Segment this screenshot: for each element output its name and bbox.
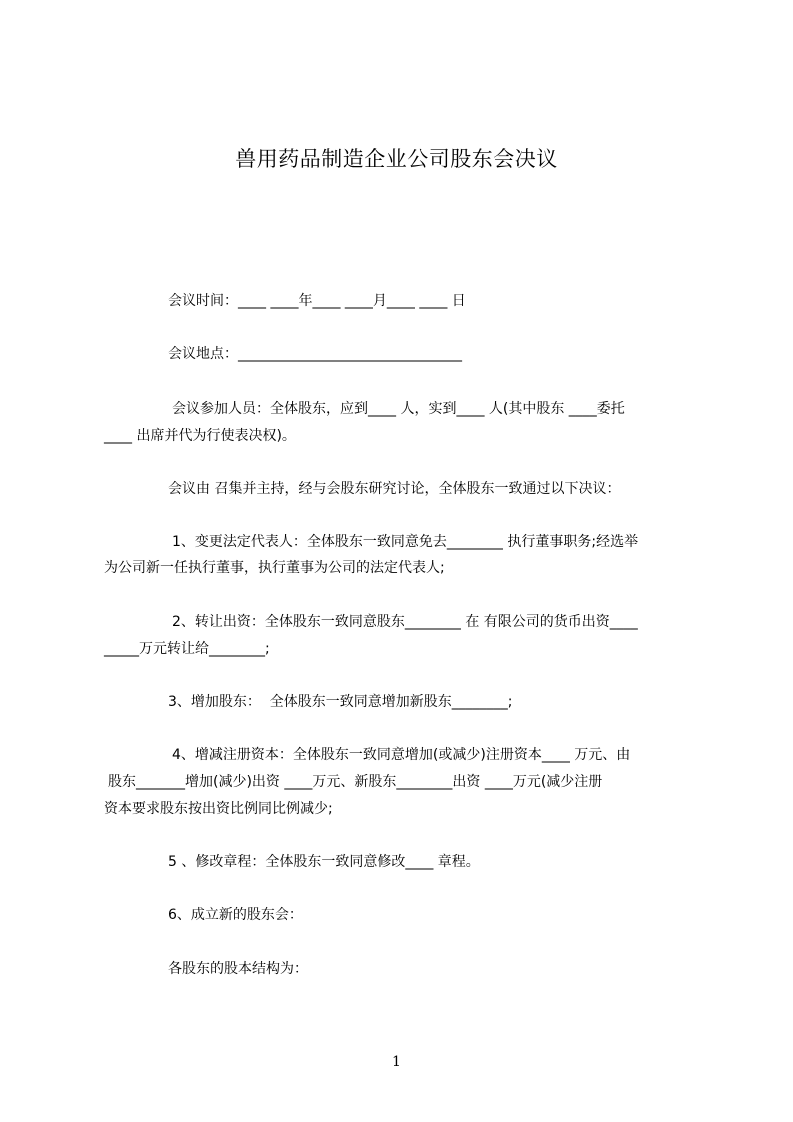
resolution-item-2-line-1: 2、转让出资：全体股东一致同意股东________ 在 有限公司的货币出资____ <box>172 614 638 630</box>
resolution-item-2-line-2: _____万元转让给________; <box>104 641 270 657</box>
resolution-item-3: 3、增加股东： 全体股东一致同意增加新股东________; <box>168 694 513 710</box>
meeting-time: 会议时间：____ ____年____ ____月____ ____ 日 <box>168 293 466 309</box>
resolution-item-6: 6、成立新的股东会： <box>168 907 303 923</box>
page-number: 1 <box>392 1054 401 1070</box>
resolution-item-1-line-1: 1、变更法定代表人：全体股东一致同意免去________ 执行董事职务;经选举 <box>172 534 639 550</box>
meeting-place: 会议地点：________________________________ <box>168 346 462 362</box>
resolution-item-4-line-1: 4、增减注册资本：全体股东一致同意增加(或减少)注册资本____ 万元、由 <box>172 747 631 763</box>
resolution-item-4-line-2: 股东_______增加(减少)出资 ____万元、新股东________出资 ____万元(减少注册 <box>108 774 603 790</box>
attendees-line-2: ____ 出席并代为行使表决权)。 <box>104 428 296 444</box>
resolution-item-5: 5 、修改章程：全体股东一致同意修改____ 章程。 <box>168 854 480 870</box>
document-title: 兽用药品制造企业公司股东会决议 <box>235 147 558 171</box>
meeting-intro: 会议由 召集并主持，经与会股东研究讨论，全体股东一致通过以下决议： <box>168 481 621 497</box>
attendees-line-1: 会议参加人员：全体股东，应到____ 人，实到____ 人(其中股东 ____委托 <box>172 401 625 417</box>
resolution-item-4-line-3: 资本要求股东按出资比例同比例减少; <box>104 801 333 817</box>
share-structure-heading: 各股东的股本结构为： <box>168 961 308 977</box>
resolution-item-1-line-2: 为公司新一任执行董事，执行董事为公司的法定代表人; <box>104 560 445 576</box>
